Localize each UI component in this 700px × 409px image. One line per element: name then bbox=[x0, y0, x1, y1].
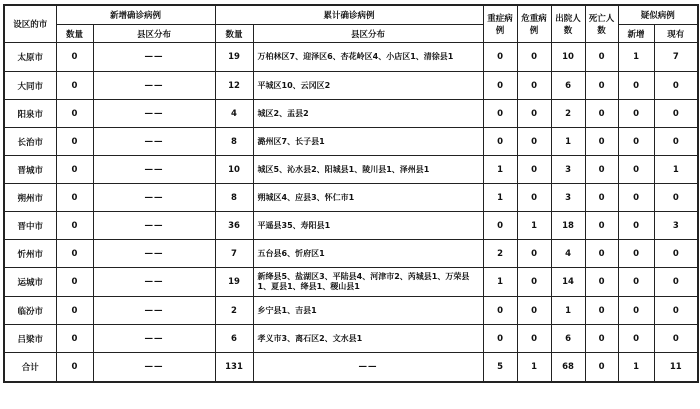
table-row bbox=[4, 43, 698, 72]
cell-deaths: 0 bbox=[585, 240, 618, 268]
cell-discharged: 2 bbox=[551, 100, 585, 128]
cell-critical: 1 bbox=[517, 353, 551, 382]
header-suspected: 疑似病例 bbox=[618, 5, 698, 25]
cell-suspected-current: 1 bbox=[654, 156, 698, 184]
cell-new-district: —— bbox=[93, 353, 215, 382]
cell-new: 0 bbox=[56, 72, 93, 100]
cell-deaths: 0 bbox=[585, 43, 618, 72]
cell-suspected-new: 0 bbox=[618, 100, 654, 128]
cell-suspected-new: 0 bbox=[618, 297, 654, 325]
cell-new: 0 bbox=[56, 212, 93, 240]
cell-suspected-current: 0 bbox=[654, 297, 698, 325]
cell-suspected-new: 1 bbox=[618, 353, 654, 382]
cell-cumulative: 8 bbox=[215, 184, 253, 212]
cell-city: 运城市 bbox=[4, 268, 56, 297]
cell-suspected-current: 0 bbox=[654, 128, 698, 156]
table-row-total bbox=[4, 353, 698, 382]
cell-cumulative-district: 万柏林区7、迎泽区6、杏花岭区4、小店区1、清徐县1 bbox=[253, 43, 483, 72]
table-row bbox=[4, 184, 698, 212]
cell-suspected-current: 0 bbox=[654, 240, 698, 268]
cell-city: 朔州市 bbox=[4, 184, 56, 212]
cell-critical: 0 bbox=[517, 43, 551, 72]
cell-suspected-current: 0 bbox=[654, 100, 698, 128]
cell-new-district: —— bbox=[93, 43, 215, 72]
cell-cumulative: 10 bbox=[215, 156, 253, 184]
cell-new-district: —— bbox=[93, 240, 215, 268]
cell-new-district: —— bbox=[93, 184, 215, 212]
cell-new-district: —— bbox=[93, 268, 215, 297]
table-row bbox=[4, 100, 698, 128]
cell-suspected-current: 0 bbox=[654, 268, 698, 297]
cell-discharged: 6 bbox=[551, 325, 585, 353]
cell-critical: 0 bbox=[517, 156, 551, 184]
cell-new: 0 bbox=[56, 43, 93, 72]
cell-suspected-current: 3 bbox=[654, 212, 698, 240]
cell-new-district: —— bbox=[93, 212, 215, 240]
cell-discharged: 3 bbox=[551, 156, 585, 184]
table-body bbox=[4, 43, 698, 382]
cell-cumulative: 36 bbox=[215, 212, 253, 240]
cell-deaths: 0 bbox=[585, 297, 618, 325]
cell-cumulative-district: 五台县6、忻府区1 bbox=[253, 240, 483, 268]
cell-city: 大同市 bbox=[4, 72, 56, 100]
cell-suspected-new: 1 bbox=[618, 43, 654, 72]
cell-deaths: 0 bbox=[585, 353, 618, 382]
cell-cumulative-district: 乡宁县1、吉县1 bbox=[253, 297, 483, 325]
cell-cumulative: 19 bbox=[215, 43, 253, 72]
cell-city: 合计 bbox=[4, 353, 56, 382]
cell-cumulative: 4 bbox=[215, 100, 253, 128]
cell-deaths: 0 bbox=[585, 100, 618, 128]
header-discharged: 出院人数 bbox=[551, 5, 585, 43]
cell-discharged: 68 bbox=[551, 353, 585, 382]
cell-discharged: 4 bbox=[551, 240, 585, 268]
cell-deaths: 0 bbox=[585, 128, 618, 156]
cell-new: 0 bbox=[56, 184, 93, 212]
cell-critical: 0 bbox=[517, 240, 551, 268]
header-severe: 重症病例 bbox=[483, 5, 517, 43]
cell-severe: 2 bbox=[483, 240, 517, 268]
table-container bbox=[3, 4, 697, 383]
cell-cumulative-district: 平遥县35、寿阳县1 bbox=[253, 212, 483, 240]
cell-critical: 1 bbox=[517, 212, 551, 240]
cell-critical: 0 bbox=[517, 268, 551, 297]
cell-deaths: 0 bbox=[585, 156, 618, 184]
cell-cumulative: 7 bbox=[215, 240, 253, 268]
cell-cumulative: 12 bbox=[215, 72, 253, 100]
cell-cumulative: 131 bbox=[215, 353, 253, 382]
cell-critical: 0 bbox=[517, 72, 551, 100]
header-city: 设区的市 bbox=[4, 5, 56, 43]
cell-cumulative-district: 孝义市3、离石区2、文水县1 bbox=[253, 325, 483, 353]
cell-new: 0 bbox=[56, 240, 93, 268]
table-row bbox=[4, 325, 698, 353]
cell-new: 0 bbox=[56, 100, 93, 128]
cell-critical: 0 bbox=[517, 297, 551, 325]
cell-critical: 0 bbox=[517, 184, 551, 212]
cell-suspected-current: 11 bbox=[654, 353, 698, 382]
cell-suspected-new: 0 bbox=[618, 212, 654, 240]
cell-discharged: 3 bbox=[551, 184, 585, 212]
header-new-district: 县区分布 bbox=[93, 25, 215, 43]
cell-deaths: 0 bbox=[585, 268, 618, 297]
cell-cumulative-district: 城区2、盂县2 bbox=[253, 100, 483, 128]
cell-discharged: 10 bbox=[551, 43, 585, 72]
cell-severe: 0 bbox=[483, 325, 517, 353]
cell-severe: 0 bbox=[483, 100, 517, 128]
table-row bbox=[4, 268, 698, 297]
cell-severe: 1 bbox=[483, 268, 517, 297]
header-suspected-new: 新增 bbox=[618, 25, 654, 43]
cell-city: 临汾市 bbox=[4, 297, 56, 325]
cell-severe: 0 bbox=[483, 297, 517, 325]
cell-city: 吕梁市 bbox=[4, 325, 56, 353]
header-critical: 危重病例 bbox=[517, 5, 551, 43]
header-cum-district: 县区分布 bbox=[253, 25, 483, 43]
header-new-count: 数量 bbox=[56, 25, 93, 43]
cell-cumulative-district: 平城区10、云冈区2 bbox=[253, 72, 483, 100]
cell-suspected-new: 0 bbox=[618, 268, 654, 297]
cell-suspected-current: 7 bbox=[654, 43, 698, 72]
cell-city: 阳泉市 bbox=[4, 100, 56, 128]
cell-cumulative-district: 新绛县5、盐湖区3、平陆县4、河津市2、芮城县1、万荣县1、夏县1、绛县1、稷山县1 bbox=[253, 268, 483, 297]
cell-suspected-current: 0 bbox=[654, 325, 698, 353]
cell-cumulative: 6 bbox=[215, 325, 253, 353]
cell-city: 忻州市 bbox=[4, 240, 56, 268]
cell-cumulative-district: 城区5、沁水县2、阳城县1、陵川县1、泽州县1 bbox=[253, 156, 483, 184]
table-row bbox=[4, 240, 698, 268]
cell-suspected-new: 0 bbox=[618, 240, 654, 268]
cell-cumulative-district: 潞州区7、长子县1 bbox=[253, 128, 483, 156]
cell-suspected-current: 0 bbox=[654, 184, 698, 212]
cell-deaths: 0 bbox=[585, 184, 618, 212]
cell-severe: 0 bbox=[483, 72, 517, 100]
cell-deaths: 0 bbox=[585, 72, 618, 100]
table-row bbox=[4, 297, 698, 325]
cell-new: 0 bbox=[56, 325, 93, 353]
header-deaths: 死亡人数 bbox=[585, 5, 618, 43]
cell-severe: 0 bbox=[483, 212, 517, 240]
table-row bbox=[4, 212, 698, 240]
header-cumulative-confirmed: 累计确诊病例 bbox=[215, 5, 483, 25]
cell-new-district: —— bbox=[93, 156, 215, 184]
cell-new-district: —— bbox=[93, 297, 215, 325]
cell-severe: 1 bbox=[483, 156, 517, 184]
table-row bbox=[4, 156, 698, 184]
cell-severe: 1 bbox=[483, 184, 517, 212]
cell-new: 0 bbox=[56, 268, 93, 297]
cell-new-district: —— bbox=[93, 100, 215, 128]
cell-suspected-new: 0 bbox=[618, 184, 654, 212]
header-new-confirmed: 新增确诊病例 bbox=[56, 5, 215, 25]
cell-discharged: 1 bbox=[551, 297, 585, 325]
cell-cumulative-district: —— bbox=[253, 353, 483, 382]
cell-discharged: 18 bbox=[551, 212, 585, 240]
cell-deaths: 0 bbox=[585, 325, 618, 353]
cell-cumulative: 19 bbox=[215, 268, 253, 297]
cell-new: 0 bbox=[56, 156, 93, 184]
header-suspected-current: 现有 bbox=[654, 25, 698, 43]
cell-city: 太原市 bbox=[4, 43, 56, 72]
cell-suspected-new: 0 bbox=[618, 156, 654, 184]
cell-new: 0 bbox=[56, 297, 93, 325]
cell-new-district: —— bbox=[93, 128, 215, 156]
cell-discharged: 14 bbox=[551, 268, 585, 297]
cell-city: 晋中市 bbox=[4, 212, 56, 240]
header-cum-count: 数量 bbox=[215, 25, 253, 43]
header-row-1 bbox=[4, 5, 698, 25]
cell-new: 0 bbox=[56, 128, 93, 156]
table-row bbox=[4, 128, 698, 156]
cell-severe: 0 bbox=[483, 43, 517, 72]
cell-critical: 0 bbox=[517, 128, 551, 156]
cell-severe: 0 bbox=[483, 128, 517, 156]
covid-case-table bbox=[3, 4, 699, 383]
cell-cumulative-district: 朔城区4、应县3、怀仁市1 bbox=[253, 184, 483, 212]
cell-city: 晋城市 bbox=[4, 156, 56, 184]
cell-severe: 5 bbox=[483, 353, 517, 382]
cell-discharged: 1 bbox=[551, 128, 585, 156]
cell-new-district: —— bbox=[93, 72, 215, 100]
cell-suspected-new: 0 bbox=[618, 128, 654, 156]
cell-suspected-new: 0 bbox=[618, 325, 654, 353]
cell-discharged: 6 bbox=[551, 72, 585, 100]
cell-new-district: —— bbox=[93, 325, 215, 353]
cell-critical: 0 bbox=[517, 100, 551, 128]
cell-city: 长治市 bbox=[4, 128, 56, 156]
cell-cumulative: 8 bbox=[215, 128, 253, 156]
table-row bbox=[4, 72, 698, 100]
cell-suspected-new: 0 bbox=[618, 72, 654, 100]
cell-cumulative: 2 bbox=[215, 297, 253, 325]
cell-deaths: 0 bbox=[585, 212, 618, 240]
cell-suspected-current: 0 bbox=[654, 72, 698, 100]
cell-critical: 0 bbox=[517, 325, 551, 353]
cell-new: 0 bbox=[56, 353, 93, 382]
